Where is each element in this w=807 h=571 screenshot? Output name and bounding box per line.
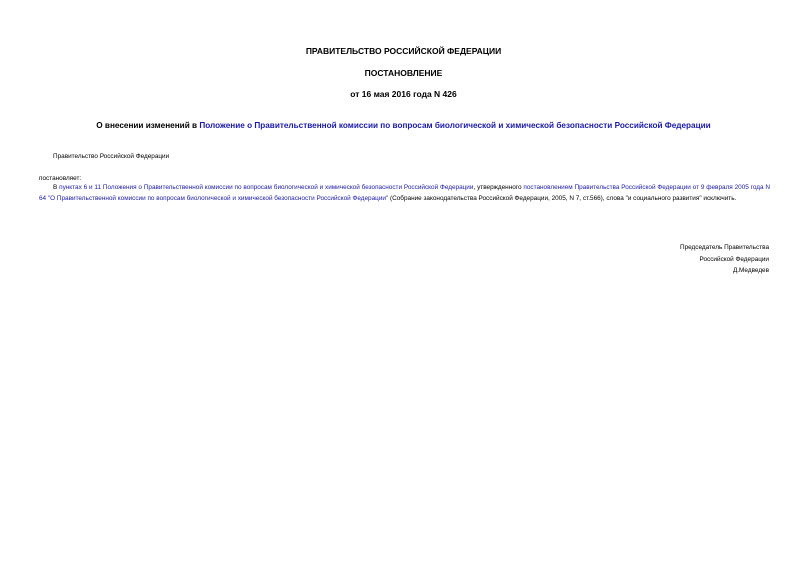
government-title: ПРАВИТЕЛЬСТВО РОССИЙСКОЙ ФЕДЕРАЦИИ	[305, 46, 502, 56]
amendment-paragraph	[39, 182, 770, 204]
document-date-number: от 16 мая 2016 года N 426	[350, 89, 457, 99]
signature-position: Председатель Правительства	[680, 244, 769, 251]
signature-organization: Российской Федерации	[699, 256, 769, 263]
preamble-text: Правительство Российской Федерации	[53, 153, 170, 160]
signature-name: Д.Медведев	[732, 267, 769, 274]
clauses-link[interactable]: пунктах 6 и 11 Положения о Правительственной комиссии по вопросам биологической и химической безопасности Российской Федерации	[59, 184, 474, 191]
para-text-end: (Собрание законодательства Российской Федерации, 2005, N 7, ст.566), слова "и социального развития" исключить.	[388, 195, 737, 203]
document-subject	[0, 120, 807, 131]
para-text-middle: , утвержденного	[473, 184, 524, 191]
subject-regulation-link[interactable]: Положение о Правительственной комиссии по вопросам биологической и химической безопасности Российской Федерации	[199, 121, 711, 130]
subject-prefix: О внесении изменений в	[96, 121, 200, 130]
document-type: ПОСТАНОВЛЕНИЕ	[364, 68, 443, 78]
para-text-start: В	[53, 184, 60, 191]
decrees-text: постановляет:	[39, 175, 82, 182]
resolution-link[interactable]: постановлением Правительства Российской Федерации от 9 февраля 2005 года N 64 "О Правительственной комиссии по вопросам биологической и химической безопасности Российской Федерации"	[39, 184, 770, 203]
